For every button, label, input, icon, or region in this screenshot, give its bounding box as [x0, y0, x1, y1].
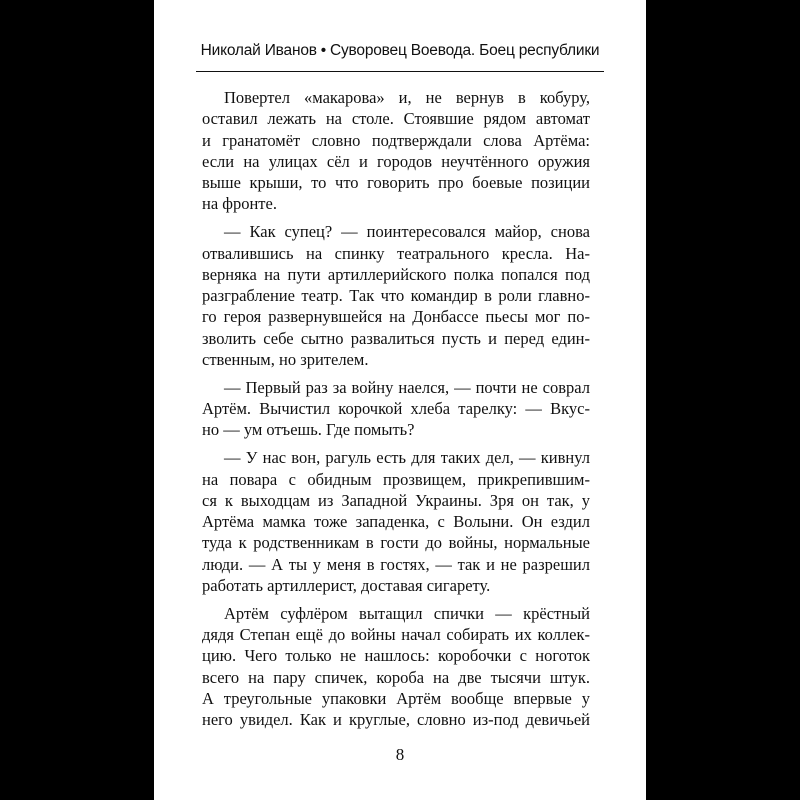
text-line: Артёма мамка тоже западенка, с Волыни. Он ездил: [202, 512, 590, 532]
text-line: ственным, но зрителем.: [202, 350, 369, 370]
text-line: отвалившись на спинку театрального кресла. На-: [202, 243, 590, 263]
paragraph: [202, 377, 590, 441]
book-page: [154, 0, 646, 800]
text-line: верняка на пути артиллерийского полка попался под: [202, 264, 590, 284]
text-line: Артём. Вычистил корочкой хлеба тарелку: — Вкус-: [202, 399, 590, 419]
text-line: зволить себе сытно развалиться пусть и перед един-: [202, 328, 590, 348]
text-line: — Первый раз за войну наелся, — почти не соврал: [224, 377, 590, 397]
header-rule: [196, 71, 604, 72]
text-line: люди. — А ты у меня в гостях, — так и не разрешил: [202, 554, 590, 574]
paragraph: [202, 221, 590, 370]
text-line: него увидел. Как и круглые, словно из-под девичьей: [202, 710, 590, 730]
text-line: — У нас вон, рагуль есть для таких дел, — кивнул: [224, 448, 590, 468]
text-line: если на улицах сёл и городов неучтённого оружия: [202, 151, 590, 171]
paragraph: [202, 447, 590, 596]
text-line: Повертел «макарова» и, не вернув в кобуру,: [224, 88, 590, 107]
text-line: — Как супец? — поинтересовался майор, снова: [224, 222, 590, 242]
text-line: дядя Степан ещё до войны начал собирать их коллек-: [202, 625, 590, 645]
body-text: [202, 87, 590, 737]
text-line: ся к выходцам из Западной Украины. Зря он так, у: [202, 490, 590, 510]
running-head-author: Николай Иванов: [200, 42, 317, 59]
text-line: го героя развернувшейся на Донбассе пьесы мог по-: [202, 307, 590, 327]
text-line: туда к родственникам в гости до войны, нормальные: [202, 533, 590, 553]
text-line: А треугольные упаковки Артём вообще впервые у: [202, 689, 590, 709]
text-line: на фронте.: [202, 194, 277, 214]
text-line: но — ум отъешь. Где помыть?: [202, 420, 415, 440]
page-number: 8: [395, 745, 405, 764]
text-line: разграбление театр. Так что командир в роли главно-: [202, 286, 590, 306]
running-head-title: Суворовец Воевода. Боец республики: [330, 42, 600, 59]
text-line: всего на пару спичек, короба на две тысячи штук.: [202, 667, 590, 687]
text-line: работать артиллерист, доставая сигарету.: [202, 576, 491, 596]
text-line: на повара с обидным прозвищем, прикрепившим-: [202, 469, 590, 489]
text-line: оставил лежать на столе. Стоявшие рядом автомат: [202, 109, 590, 129]
text-line: цию. Чего только не нашлось: коробочки с ноготок: [202, 646, 590, 666]
running-head: [154, 42, 646, 60]
text-line: Артём суфлёром вытащил спички — крёстный: [224, 603, 590, 623]
paragraph: [202, 87, 590, 215]
text-line: выше крыши, то что говорить про боевые позиции: [202, 173, 590, 193]
running-head-separator: •: [320, 42, 327, 59]
text-line: и гранатомёт словно подтверждали слова Артёма:: [202, 130, 590, 150]
paragraph: [202, 603, 590, 731]
